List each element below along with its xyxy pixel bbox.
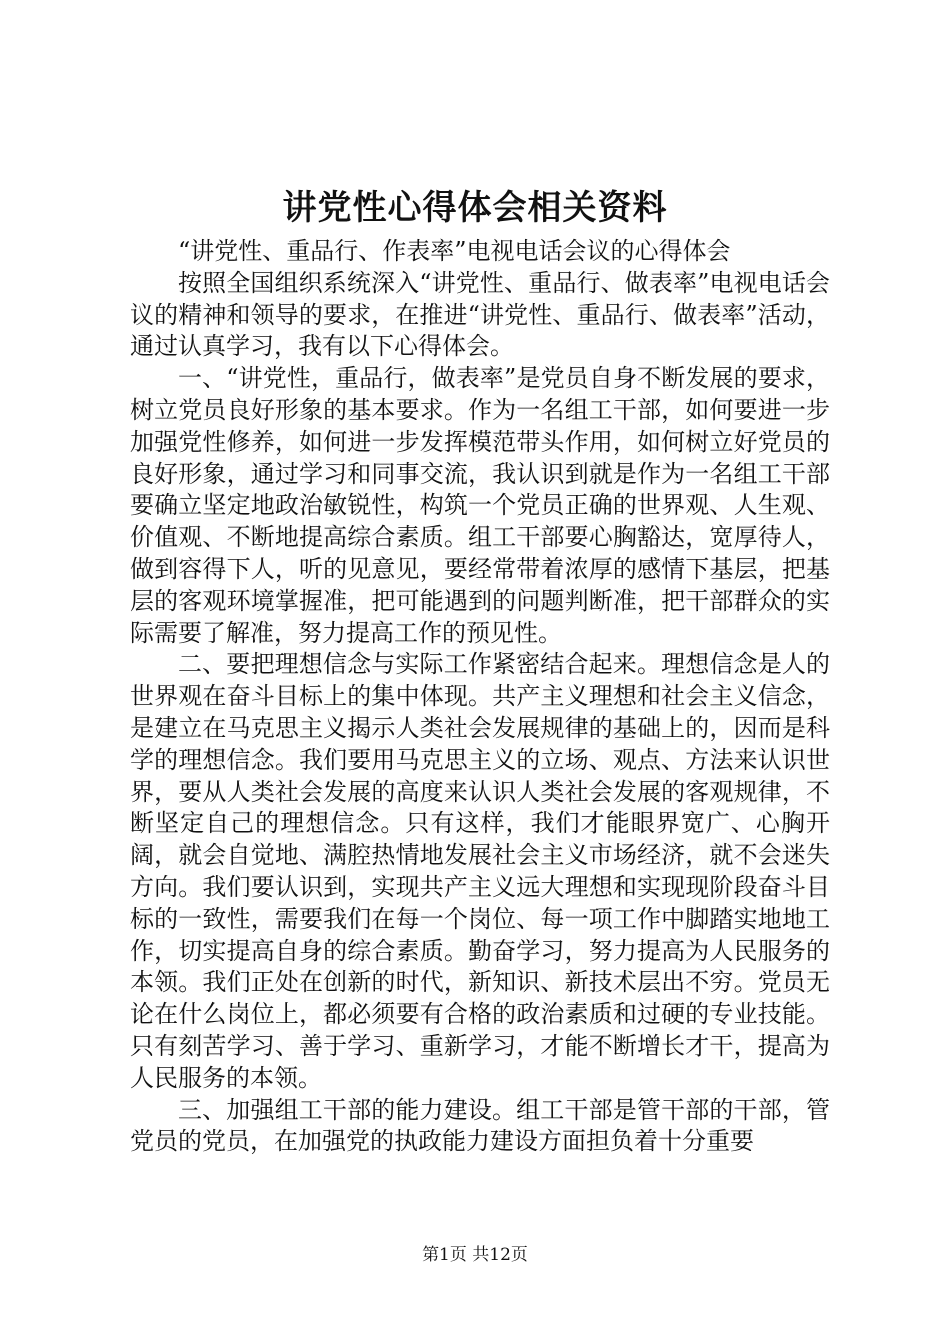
page-indicator: 第1页 共12页 <box>422 1245 528 1265</box>
paragraph-section-2: 二、要把理想信念与实际工作紧密结合起来。理想信念是人的世界观在奋斗目标上的集中体现。共产主义理想和社会主义信念，是建立在马克思主义揭示人类社会发展规律的基础上的，因而是科学的理想信念。我们要用马克思主义的立场、观点、方法来认识世界，要从人类社会发展的高度来认识人类社会发展的客观规律，不断坚定自己的理想信念。只有这样，我们才能眼界宽广、心胸开阔，就会自觉地、满腔热情地发展社会主义市场经济，就不会迷失方向。我们要认识到，实现共产主义远大理想和实现现阶段奋斗目标的一致性，需要我们在每一个岗位、每一项工作中脚踏实地地工作，切实提高自身的综合素质。勤奋学习，努力提高为人民服务的本领。我们正处在创新的时代，新知识、新技术层出不穷。党员无论在什么岗位上，都必须要有合格的政治素质和过硬的专业技能。只有刻苦学习、善于学习、重新学习，才能不断增长才干，提高为人民服务的本领。 <box>130 650 830 1092</box>
paragraph-section-3: 三、加强组工干部的能力建设。组工干部是管干部的干部，管党员的党员，在加强党的执政能力建设方面担负着十分重要 <box>130 1095 830 1156</box>
page-footer <box>0 1243 950 1267</box>
paragraph-section-1: 一、“讲党性，重品行，做表率”是党员自身不断发展的要求，树立党员良好形象的基本要求。作为一名组工干部，如何要进一步加强党性修养，如何进一步发挥模范带头作用，如何树立好党员的良好形象，通过学习和同事交流，我认识到就是作为一名组工干部要确立坚定地政治敏锐性，构筑一个党员正确的世界观、人生观、价值观、不断地提高综合素质。组工干部要心胸豁达，宽厚待人，做到容得下人，听的见意见，要经常带着浓厚的感情下基层，把基层的客观环境掌握准，把可能遇到的问题判断准，把干部群众的实际需要了解准，努力提高工作的预见性。 <box>130 364 830 647</box>
document-body <box>130 236 830 1158</box>
document-subtitle: “讲党性、重品行、作表率”电视电话会议的心得体会 <box>178 237 731 265</box>
paragraph-intro: 按照全国组织系统深入“讲党性、重品行、做表率”电视电话会议的精神和领导的要求，在推进“讲党性、重品行、做表率”活动，通过认真学习，我有以下心得体会。 <box>130 268 830 361</box>
document-title: 讲党性心得体会相关资料 <box>282 188 668 228</box>
